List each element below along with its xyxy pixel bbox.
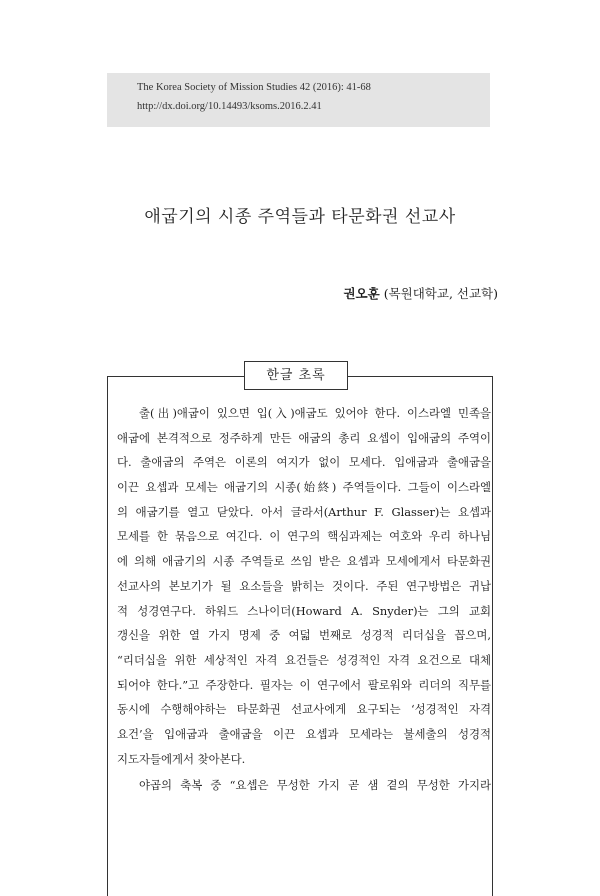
abstract-body [117, 401, 491, 798]
abstract-line: 갱신을 위한 열 가지 명제 중 여덟 번째로 성경적 리더십을 꼽으며, [117, 628, 491, 643]
abstract-line: 모세를 한 묶음으로 여긴다. 이 연구의 핵심과제는 여호와 우리 하나님 [117, 529, 491, 544]
author-line [343, 284, 498, 302]
abstract-line: 의 애굽기를 열고 닫았다. 아서 글라서(Arthur F. Glasser)는 요셉과 [117, 504, 491, 519]
author-name: 권오훈 [343, 286, 380, 301]
abstract-frame-right [492, 376, 493, 896]
abstract-line: 다. 출애굽의 주역은 이론의 여지가 없이 모세다. 입애굽과 출애굽을 [117, 455, 491, 470]
abstract-frame-left [107, 376, 108, 896]
abstract-line: 에 의해 애굽기의 시종 주역들로 쓰임 받은 요셉과 모세에게서 타문화권 [117, 554, 491, 569]
journal-citation: The Korea Society of Mission Studies 42 (2016): 41-68 [137, 82, 371, 93]
doi-link[interactable]: http://dx.doi.org/10.14493/ksoms.2016.2.41 [137, 101, 322, 112]
abstract-line: 동시에 수행해야하는 타문화권 선교사에게 요구되는 ‘성경적인 자격 [117, 702, 491, 717]
abstract-line: 되어야 한다.”고 주장한다. 필자는 이 연구에서 팔로워와 리더의 직무를 [117, 677, 491, 692]
paper-title: 애굽기의 시종 주역들과 타문화권 선교사 [144, 207, 456, 227]
abstract-line: 애굽에 본격적으로 정주하게 만든 애굽의 총리 요셉이 입애굽의 주역이 [117, 430, 491, 445]
abstract-line: 출(出)애굽이 있으면 입(入)애굽도 있어야 한다. 이스라엘 민족을 [139, 406, 491, 420]
abstract-line: 지도자들에게서 찾아본다. [117, 751, 246, 766]
abstract-line: “리더십을 위한 세상적인 자격 요건들은 성경적인 자격 요건으로 대체 [117, 652, 491, 667]
abstract-line: 이끈 요셉과 모세는 애굽기의 시종(始終) 주역들이다. 그들이 이스라엘 [117, 480, 491, 495]
abstract-line: 요건’을 입애굽과 출애굽을 이끈 요셉과 모세라는 불세출의 성경적 [117, 726, 491, 741]
author-affiliation: (목원대학교, 선교학) [383, 286, 498, 301]
abstract-line: 선교사의 본보기가 될 요소들을 밝히는 것이다. 주된 연구방법은 귀납 [117, 578, 491, 593]
abstract-line: 야곱의 축복 중 “요셉은 무성한 가지 곧 샘 곁의 무성한 가지라 [139, 778, 491, 793]
abstract-line: 적 성경연구다. 하워드 스나이더(Howard A. Snyder)는 그의 교회 [117, 603, 491, 618]
abstract-label: 한글 초록 [244, 361, 348, 390]
